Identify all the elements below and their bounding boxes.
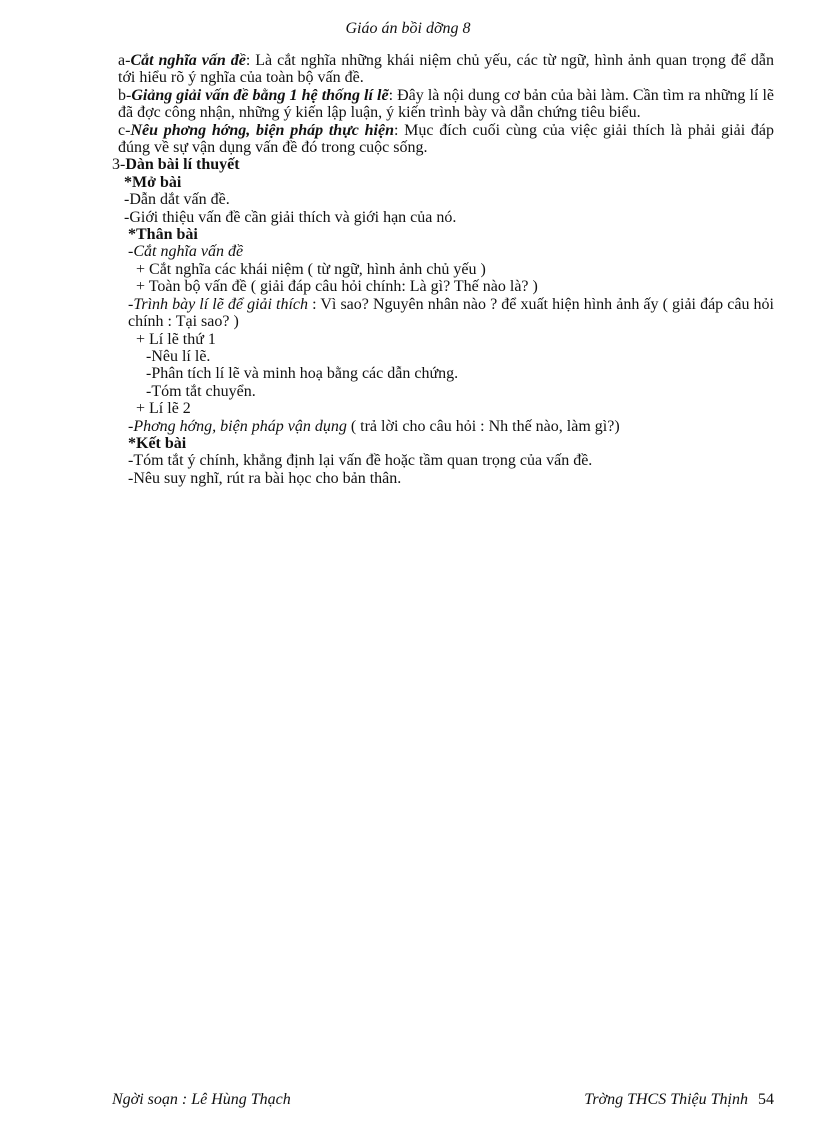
footer-school-name: Trờng THCS Thiệu Thịnh <box>584 1091 748 1108</box>
footer-author: Ngời soạn : Lê Hùng Thạch <box>112 1091 291 1108</box>
paragraph-a-title: Cắt nghĩa vấn đề <box>130 52 246 69</box>
paragraph-c-label: c- <box>118 121 131 139</box>
li-le-item: + Lí lẽ thứ 1 <box>136 330 216 348</box>
than-bai-item <box>112 296 774 331</box>
ket-bai-item: -Nêu suy nghĩ, rút ra bài học cho bản thân. <box>128 469 402 487</box>
section-3-title: Dàn bài lí thuyết <box>125 156 240 174</box>
than-bai-item-text: ( trả lời cho câu hỏi : Nh thế nào, làm gì?) <box>346 417 620 435</box>
mo-bai-item: -Giới thiệu vấn đề cần giải thích và giới hạn của nó. <box>124 208 457 226</box>
than-bai-item <box>112 418 774 435</box>
than-bai-subitem: + Toàn bộ vấn đề ( giải đáp câu hỏi chính: Là gì? Thế nào là? ) <box>136 278 538 296</box>
than-bai-item-italic: -Trình bày lí lẽ để giải thích <box>128 295 309 313</box>
ket-bai-item: -Tóm tắt ý chính, khẳng định lại vấn đề hoặc tầm quan trọng của vấn đề. <box>128 452 593 470</box>
paragraph-a-label: a- <box>118 52 131 69</box>
paragraph-a <box>112 52 774 87</box>
than-bai-heading: *Thân bài <box>128 226 198 244</box>
paragraph-c-title: Nêu phơng hớng, biện pháp thực hiện <box>130 121 394 139</box>
section-3-heading <box>112 156 774 173</box>
document-body <box>112 52 774 487</box>
li-le-subitem: -Nêu lí lẽ. <box>146 347 211 365</box>
mo-bai-item: -Dẫn dắt vấn đề. <box>124 191 230 209</box>
than-bai-item-italic: -Phơng hớng, biện pháp vận dụng <box>128 417 347 435</box>
paragraph-b-label: b- <box>118 86 132 104</box>
than-bai-item: -Cắt nghĩa vấn đề <box>128 243 244 261</box>
paragraph-b-text: : Đây là nội dung cơ bản của bài làm. Cần tìm ra những lí lẽ đã đợc công nhận, những ý kiến lập luận, ý kiến trình bày và dẫn chứng tiêu biểu. <box>118 86 775 122</box>
footer-school <box>584 1091 774 1109</box>
paragraph-b <box>112 87 774 122</box>
paragraph-c-text: : Mục đích cuối cùng của việc giải thích là phải giải đáp đúng về sự vận dụng vấn đề đó trong cuộc sống. <box>118 121 774 157</box>
page-number: 54 <box>758 1091 774 1108</box>
section-3-label: 3- <box>112 156 126 174</box>
than-bai-item-text: : Vì sao? Nguyên nhân nào ? để xuất hiện hình ảnh ấy ( giải đáp câu hỏi chính : Tại sao? ) <box>128 295 774 331</box>
mo-bai-heading: *Mở bài <box>124 173 182 191</box>
li-le-subitem: -Phân tích lí lẽ và minh hoạ bằng các dẫn chứng. <box>146 365 459 383</box>
than-bai-subitem: + Cắt nghĩa các khái niệm ( từ ngữ, hình ảnh chủ yếu ) <box>136 260 486 278</box>
page-header: Giáo án bồi dỡng 8 <box>345 20 471 37</box>
paragraph-a-text: : Là cắt nghĩa những khái niệm chủ yếu, các từ ngữ, hình ảnh quan trọng để dẫn tới hiểu rõ ý nghĩa của toàn bộ vấn đề. <box>118 52 774 87</box>
paragraph-b-title: Giảng giải vấn đề bằng 1 hệ thống lí lẽ <box>131 86 389 104</box>
ket-bai-heading: *Kết bài <box>128 434 187 452</box>
paragraph-c <box>112 122 774 157</box>
li-le-subitem: -Tóm tắt chuyển. <box>146 382 256 400</box>
li-le-item: + Lí lẽ 2 <box>136 400 191 418</box>
